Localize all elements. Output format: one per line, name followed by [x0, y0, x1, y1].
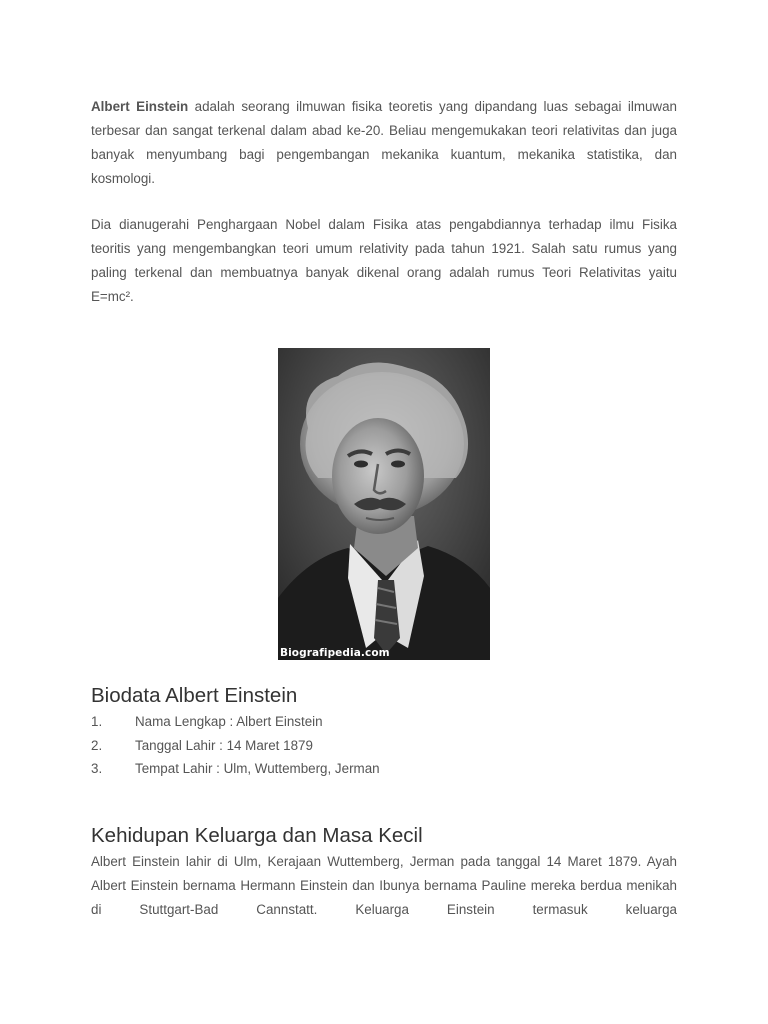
list-number: 1. [91, 714, 103, 729]
intro-section [91, 95, 677, 309]
portrait-illustration [278, 348, 490, 660]
biodata-list [91, 710, 677, 781]
biodata-heading: Biodata Albert Einstein [91, 684, 298, 707]
kehidupan-heading: Kehidupan Keluarga dan Masa Kecil [91, 824, 423, 847]
lead-name: Albert Einstein [91, 99, 189, 114]
intro-paragraph-1-text: adalah seorang ilmuwan fisika teoretis yang dipandang luas sebagai ilmuwan terbesar dan sangat terkenal dalam abad ke-20. Beliau mengemukakan teori relativitas dan juga banyak menyumbang bagi pengembangan mekanika kuantum, mekanika statistika, dan kosmologi. [91, 99, 677, 186]
portrait-photo [278, 348, 490, 660]
list-item [91, 710, 677, 734]
kehidupan-section [91, 850, 677, 922]
list-text: Tempat Lahir : Ulm, Wuttemberg, Jerman [135, 761, 380, 776]
list-item [91, 757, 677, 781]
kehidupan-paragraph-1: Albert Einstein lahir di Ulm, Kerajaan Wuttemberg, Jerman pada tanggal 14 Maret 1879. Ayah Albert Einstein bernama Hermann Einstein dan Ibunya bernama Pauline mereka berdua menikah di Stuttgart-Bad Cannstatt. Keluarga Einstein termasuk keluarga [91, 854, 677, 917]
list-number: 2. [91, 737, 103, 753]
intro-paragraph-1 [91, 95, 677, 191]
list-item [91, 734, 677, 758]
intro-paragraph-2: Dia dianugerahi Penghargaan Nobel dalam Fisika atas pengabdiannya terhadap ilmu Fisika teoritis yang mengembangkan teori umum relativity pada tahun 1921. Salah satu rumus yang paling terkenal dan membuatnya banyak dikenal orang adalah rumus Teori Relativitas yaitu E=mc². [91, 217, 677, 304]
photo-credit-watermark: Biografipedia.com [280, 647, 390, 659]
list-text: Tanggal Lahir : 14 Maret 1879 [135, 737, 313, 753]
list-text: Nama Lengkap : Albert Einstein [135, 714, 323, 729]
list-number: 3. [91, 761, 103, 776]
